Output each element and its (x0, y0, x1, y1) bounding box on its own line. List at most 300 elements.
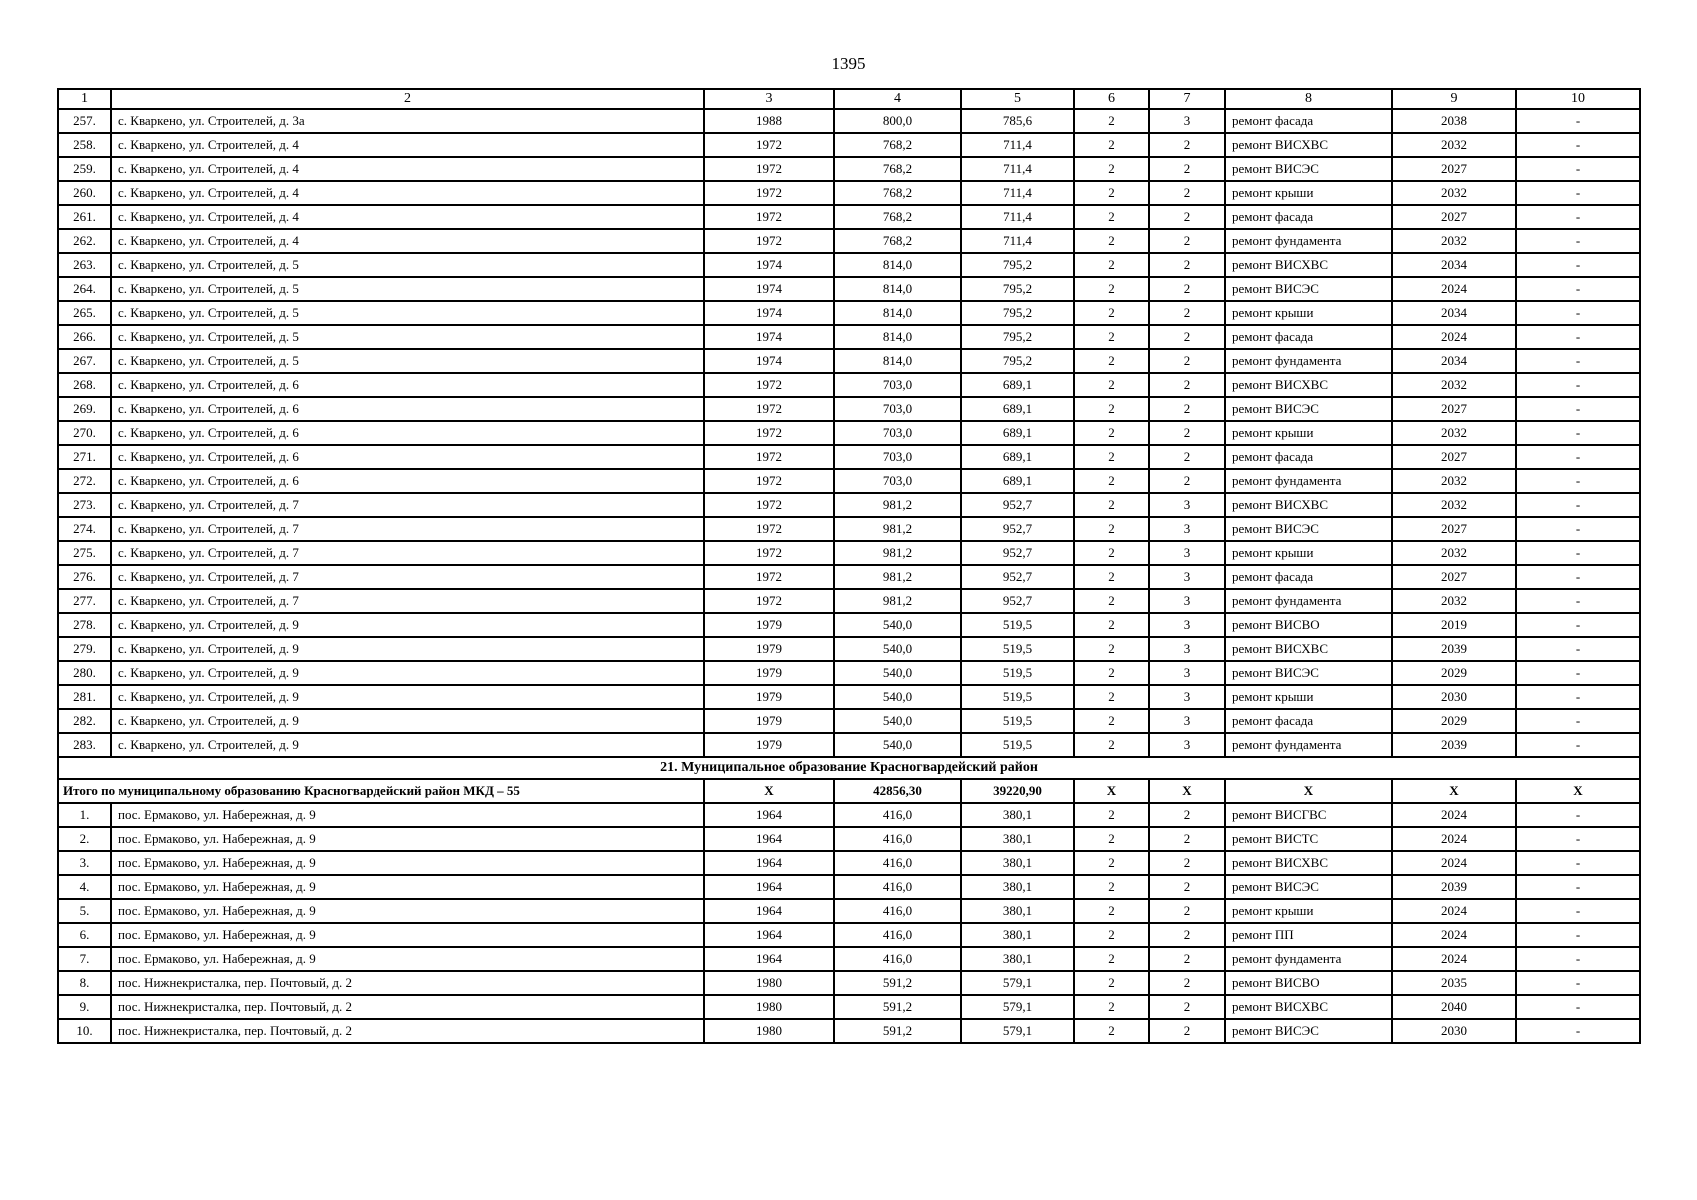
total-area-cell: 540,0 (834, 637, 961, 661)
year-built-cell: 1964 (704, 899, 834, 923)
note-cell: - (1516, 373, 1640, 397)
year-built-cell: 1980 (704, 1019, 834, 1043)
table-row (58, 349, 1640, 373)
row-number-cell: 271. (58, 445, 111, 469)
living-area-cell: 689,1 (961, 469, 1074, 493)
year-built-cell: 1972 (704, 589, 834, 613)
column-header-9: 9 (1392, 89, 1516, 109)
column-header-7: 7 (1149, 89, 1225, 109)
row-number-cell: 259. (58, 157, 111, 181)
planned-year-cell: 2035 (1392, 971, 1516, 995)
table-row (58, 709, 1640, 733)
living-area-cell: 519,5 (961, 685, 1074, 709)
row-number-cell: 274. (58, 517, 111, 541)
note-cell: - (1516, 709, 1640, 733)
total-area-cell: 768,2 (834, 181, 961, 205)
repair-type-cell: ремонт ВИСХВС (1225, 637, 1392, 661)
total-area-cell: 591,2 (834, 971, 961, 995)
row-number-cell: 277. (58, 589, 111, 613)
entrances-cell: 3 (1149, 109, 1225, 133)
repair-type-cell: ремонт ВИСХВС (1225, 851, 1392, 875)
row-number-cell: 261. (58, 205, 111, 229)
entrances-cell: 2 (1149, 205, 1225, 229)
floors-cell: 2 (1074, 325, 1149, 349)
year-built-cell: 1972 (704, 373, 834, 397)
planned-year-cell: 2024 (1392, 947, 1516, 971)
note-cell: - (1516, 971, 1640, 995)
repair-type-cell: ремонт фундамента (1225, 229, 1392, 253)
table-row (58, 1019, 1640, 1043)
planned-year-cell: 2032 (1392, 421, 1516, 445)
planned-year-cell: 2027 (1392, 565, 1516, 589)
address-cell: с. Кваркено, ул. Строителей, д. 5 (111, 253, 704, 277)
living-area-cell: 795,2 (961, 301, 1074, 325)
note-cell: - (1516, 349, 1640, 373)
total-area-cell: 981,2 (834, 565, 961, 589)
entrances-cell: 2 (1149, 875, 1225, 899)
address-cell: пос. Нижнекристалка, пер. Почтовый, д. 2 (111, 1019, 704, 1043)
floors-cell: 2 (1074, 589, 1149, 613)
address-cell: пос. Ермаково, ул. Набережная, д. 9 (111, 947, 704, 971)
total-area-cell: 703,0 (834, 469, 961, 493)
planned-year-cell: 2029 (1392, 661, 1516, 685)
planned-year-cell: 2030 (1392, 685, 1516, 709)
address-cell: с. Кваркено, ул. Строителей, д. 4 (111, 229, 704, 253)
living-area-cell: 380,1 (961, 923, 1074, 947)
repair-type-cell: ремонт ВИСЭС (1225, 517, 1392, 541)
total-area-cell: 540,0 (834, 613, 961, 637)
floors-cell: 2 (1074, 301, 1149, 325)
floors-cell: 2 (1074, 851, 1149, 875)
note-cell: - (1516, 875, 1640, 899)
entrances-cell: 2 (1149, 803, 1225, 827)
table-row (58, 373, 1640, 397)
floors-cell: 2 (1074, 493, 1149, 517)
year-built-cell: 1974 (704, 253, 834, 277)
entrances-cell: 3 (1149, 709, 1225, 733)
row-number-cell: 279. (58, 637, 111, 661)
table-row (58, 565, 1640, 589)
entrances-cell: 3 (1149, 565, 1225, 589)
total-value-cell: Х (1225, 779, 1392, 803)
entrances-cell: 2 (1149, 349, 1225, 373)
year-built-cell: 1979 (704, 661, 834, 685)
entrances-cell: 2 (1149, 157, 1225, 181)
planned-year-cell: 2034 (1392, 349, 1516, 373)
floors-cell: 2 (1074, 397, 1149, 421)
table-row (58, 637, 1640, 661)
address-cell: с. Кваркено, ул. Строителей, д. 7 (111, 517, 704, 541)
total-area-cell: 540,0 (834, 709, 961, 733)
address-cell: с. Кваркено, ул. Строителей, д. 9 (111, 733, 704, 757)
table-row (58, 995, 1640, 1019)
entrances-cell: 2 (1149, 397, 1225, 421)
floors-cell: 2 (1074, 253, 1149, 277)
floors-cell: 2 (1074, 205, 1149, 229)
floors-cell: 2 (1074, 947, 1149, 971)
total-area-cell: 981,2 (834, 517, 961, 541)
address-cell: пос. Нижнекристалка, пер. Почтовый, д. 2 (111, 995, 704, 1019)
floors-cell: 2 (1074, 421, 1149, 445)
planned-year-cell: 2027 (1392, 397, 1516, 421)
total-area-cell: 768,2 (834, 157, 961, 181)
address-cell: с. Кваркено, ул. Строителей, д. 3а (111, 109, 704, 133)
year-built-cell: 1974 (704, 325, 834, 349)
entrances-cell: 2 (1149, 947, 1225, 971)
row-number-cell: 283. (58, 733, 111, 757)
year-built-cell: 1964 (704, 947, 834, 971)
total-area-cell: 416,0 (834, 923, 961, 947)
table-row (58, 733, 1640, 757)
repair-type-cell: ремонт фундамента (1225, 589, 1392, 613)
planned-year-cell: 2039 (1392, 733, 1516, 757)
year-built-cell: 1972 (704, 181, 834, 205)
planned-year-cell: 2039 (1392, 637, 1516, 661)
table-row (58, 205, 1640, 229)
page-number: 1395 (831, 54, 866, 73)
total-area-cell: 540,0 (834, 685, 961, 709)
living-area-cell: 795,2 (961, 253, 1074, 277)
living-area-cell: 689,1 (961, 373, 1074, 397)
table-row (58, 469, 1640, 493)
total-area-cell: 981,2 (834, 493, 961, 517)
living-area-cell: 519,5 (961, 613, 1074, 637)
total-area-cell: 416,0 (834, 803, 961, 827)
total-area-cell: 814,0 (834, 253, 961, 277)
floors-cell: 2 (1074, 349, 1149, 373)
row-number-cell: 264. (58, 277, 111, 301)
planned-year-cell: 2034 (1392, 253, 1516, 277)
note-cell: - (1516, 157, 1640, 181)
row-number-cell: 10. (58, 1019, 111, 1043)
year-built-cell: 1972 (704, 469, 834, 493)
row-number-cell: 1. (58, 803, 111, 827)
table-row (58, 253, 1640, 277)
planned-year-cell: 2024 (1392, 923, 1516, 947)
total-value-cell: 39220,90 (961, 779, 1074, 803)
planned-year-cell: 2032 (1392, 133, 1516, 157)
note-cell: - (1516, 277, 1640, 301)
row-number-cell: 5. (58, 899, 111, 923)
note-cell: - (1516, 517, 1640, 541)
total-area-cell: 416,0 (834, 851, 961, 875)
row-number-cell: 273. (58, 493, 111, 517)
planned-year-cell: 2019 (1392, 613, 1516, 637)
address-cell: с. Кваркено, ул. Строителей, д. 7 (111, 589, 704, 613)
total-value-cell: Х (1074, 779, 1149, 803)
entrances-cell: 2 (1149, 253, 1225, 277)
row-number-cell: 8. (58, 971, 111, 995)
repair-type-cell: ремонт ВИСГВС (1225, 803, 1392, 827)
living-area-cell: 380,1 (961, 851, 1074, 875)
entrances-cell: 2 (1149, 899, 1225, 923)
planned-year-cell: 2027 (1392, 445, 1516, 469)
entrances-cell: 2 (1149, 827, 1225, 851)
row-number-cell: 278. (58, 613, 111, 637)
repair-type-cell: ремонт крыши (1225, 181, 1392, 205)
total-area-cell: 703,0 (834, 397, 961, 421)
floors-cell: 2 (1074, 541, 1149, 565)
row-number-cell: 262. (58, 229, 111, 253)
repair-type-cell: ремонт крыши (1225, 541, 1392, 565)
floors-cell: 2 (1074, 517, 1149, 541)
total-area-cell: 814,0 (834, 277, 961, 301)
column-header-5: 5 (961, 89, 1074, 109)
living-area-cell: 519,5 (961, 661, 1074, 685)
note-cell: - (1516, 205, 1640, 229)
total-area-cell: 814,0 (834, 301, 961, 325)
planned-year-cell: 2034 (1392, 301, 1516, 325)
note-cell: - (1516, 469, 1640, 493)
planned-year-cell: 2024 (1392, 851, 1516, 875)
column-header-8: 8 (1225, 89, 1392, 109)
floors-cell: 2 (1074, 875, 1149, 899)
table-row (58, 277, 1640, 301)
entrances-cell: 3 (1149, 661, 1225, 685)
living-area-cell: 711,4 (961, 229, 1074, 253)
table-row (58, 875, 1640, 899)
living-area-cell: 711,4 (961, 133, 1074, 157)
year-built-cell: 1972 (704, 157, 834, 181)
address-cell: с. Кваркено, ул. Строителей, д. 4 (111, 181, 704, 205)
total-area-cell: 800,0 (834, 109, 961, 133)
total-area-cell: 981,2 (834, 589, 961, 613)
note-cell: - (1516, 803, 1640, 827)
row-number-cell: 7. (58, 947, 111, 971)
living-area-cell: 952,7 (961, 565, 1074, 589)
floors-cell: 2 (1074, 899, 1149, 923)
repair-type-cell: ремонт ВИСХВС (1225, 253, 1392, 277)
address-cell: с. Кваркено, ул. Строителей, д. 5 (111, 325, 704, 349)
living-area-cell: 380,1 (961, 803, 1074, 827)
note-cell: - (1516, 1019, 1640, 1043)
table-row (58, 133, 1640, 157)
planned-year-cell: 2040 (1392, 995, 1516, 1019)
planned-year-cell: 2027 (1392, 517, 1516, 541)
address-cell: с. Кваркено, ул. Строителей, д. 5 (111, 349, 704, 373)
total-area-cell: 981,2 (834, 541, 961, 565)
note-cell: - (1516, 827, 1640, 851)
note-cell: - (1516, 253, 1640, 277)
repair-type-cell: ремонт фундамента (1225, 947, 1392, 971)
table-row (58, 181, 1640, 205)
address-cell: с. Кваркено, ул. Строителей, д. 4 (111, 133, 704, 157)
row-number-cell: 266. (58, 325, 111, 349)
row-number-cell: 275. (58, 541, 111, 565)
row-number-cell: 268. (58, 373, 111, 397)
address-cell: с. Кваркено, ул. Строителей, д. 6 (111, 421, 704, 445)
note-cell: - (1516, 229, 1640, 253)
planned-year-cell: 2032 (1392, 373, 1516, 397)
repair-type-cell: ремонт ВИСВО (1225, 971, 1392, 995)
living-area-cell: 579,1 (961, 971, 1074, 995)
note-cell: - (1516, 181, 1640, 205)
note-cell: - (1516, 421, 1640, 445)
total-label: Итого по муниципальному образованию Красногвардейский район МКД – 55 (58, 779, 704, 803)
table-row (58, 397, 1640, 421)
entrances-cell: 2 (1149, 421, 1225, 445)
row-number-cell: 265. (58, 301, 111, 325)
floors-cell: 2 (1074, 565, 1149, 589)
floors-cell: 2 (1074, 637, 1149, 661)
table-row (58, 923, 1640, 947)
year-built-cell: 1964 (704, 851, 834, 875)
repair-type-cell: ремонт ВИСТС (1225, 827, 1392, 851)
planned-year-cell: 2029 (1392, 709, 1516, 733)
row-number-cell: 4. (58, 875, 111, 899)
note-cell: - (1516, 493, 1640, 517)
living-area-cell: 689,1 (961, 397, 1074, 421)
note-cell: - (1516, 589, 1640, 613)
row-number-cell: 272. (58, 469, 111, 493)
table-row (58, 493, 1640, 517)
planned-year-cell: 2024 (1392, 827, 1516, 851)
entrances-cell: 2 (1149, 469, 1225, 493)
entrances-cell: 3 (1149, 541, 1225, 565)
total-area-cell: 703,0 (834, 445, 961, 469)
address-cell: с. Кваркено, ул. Строителей, д. 5 (111, 277, 704, 301)
address-cell: пос. Ермаково, ул. Набережная, д. 9 (111, 851, 704, 875)
repair-type-cell: ремонт фундамента (1225, 349, 1392, 373)
floors-cell: 2 (1074, 109, 1149, 133)
living-area-cell: 952,7 (961, 589, 1074, 613)
year-built-cell: 1964 (704, 803, 834, 827)
total-area-cell: 416,0 (834, 875, 961, 899)
total-area-cell: 768,2 (834, 133, 961, 157)
note-cell: - (1516, 923, 1640, 947)
year-built-cell: 1972 (704, 229, 834, 253)
planned-year-cell: 2024 (1392, 899, 1516, 923)
year-built-cell: 1972 (704, 421, 834, 445)
column-header-6: 6 (1074, 89, 1149, 109)
total-area-cell: 591,2 (834, 995, 961, 1019)
note-cell: - (1516, 995, 1640, 1019)
total-area-cell: 814,0 (834, 325, 961, 349)
entrances-cell: 2 (1149, 445, 1225, 469)
entrances-cell: 2 (1149, 301, 1225, 325)
repair-type-cell: ремонт ВИСЭС (1225, 157, 1392, 181)
year-built-cell: 1972 (704, 541, 834, 565)
note-cell: - (1516, 899, 1640, 923)
repair-type-cell: ремонт ВИСВО (1225, 613, 1392, 637)
table-row (58, 851, 1640, 875)
living-area-cell: 795,2 (961, 349, 1074, 373)
repair-type-cell: ремонт фундамента (1225, 469, 1392, 493)
table-row (58, 157, 1640, 181)
table-row (58, 229, 1640, 253)
note-cell: - (1516, 661, 1640, 685)
address-cell: с. Кваркено, ул. Строителей, д. 4 (111, 205, 704, 229)
address-cell: с. Кваркено, ул. Строителей, д. 7 (111, 565, 704, 589)
floors-cell: 2 (1074, 661, 1149, 685)
total-area-cell: 768,2 (834, 205, 961, 229)
total-value-cell: Х (1392, 779, 1516, 803)
living-area-cell: 952,7 (961, 517, 1074, 541)
repair-type-cell: ремонт фасада (1225, 565, 1392, 589)
note-cell: - (1516, 445, 1640, 469)
year-built-cell: 1972 (704, 493, 834, 517)
table-header-row (58, 89, 1640, 109)
year-built-cell: 1974 (704, 349, 834, 373)
note-cell: - (1516, 133, 1640, 157)
note-cell: - (1516, 301, 1640, 325)
row-number-cell: 260. (58, 181, 111, 205)
row-number-cell: 257. (58, 109, 111, 133)
living-area-cell: 380,1 (961, 899, 1074, 923)
year-built-cell: 1979 (704, 733, 834, 757)
living-area-cell: 519,5 (961, 637, 1074, 661)
row-number-cell: 2. (58, 827, 111, 851)
row-number-cell: 258. (58, 133, 111, 157)
repair-type-cell: ремонт фасада (1225, 325, 1392, 349)
row-number-cell: 280. (58, 661, 111, 685)
repair-type-cell: ремонт фасада (1225, 109, 1392, 133)
table-row (58, 685, 1640, 709)
floors-cell: 2 (1074, 277, 1149, 301)
address-cell: с. Кваркено, ул. Строителей, д. 7 (111, 541, 704, 565)
living-area-cell: 579,1 (961, 1019, 1074, 1043)
note-cell: - (1516, 947, 1640, 971)
planned-year-cell: 2024 (1392, 277, 1516, 301)
entrances-cell: 2 (1149, 373, 1225, 397)
table-row (58, 421, 1640, 445)
row-number-cell: 3. (58, 851, 111, 875)
living-area-cell: 711,4 (961, 157, 1074, 181)
note-cell: - (1516, 733, 1640, 757)
address-cell: пос. Ермаково, ул. Набережная, д. 9 (111, 923, 704, 947)
repair-type-cell: ремонт ВИСХВС (1225, 995, 1392, 1019)
address-cell: пос. Ермаково, ул. Набережная, д. 9 (111, 899, 704, 923)
living-area-cell: 711,4 (961, 181, 1074, 205)
floors-cell: 2 (1074, 733, 1149, 757)
year-built-cell: 1979 (704, 637, 834, 661)
floors-cell: 2 (1074, 803, 1149, 827)
repair-type-cell: ремонт крыши (1225, 685, 1392, 709)
note-cell: - (1516, 637, 1640, 661)
table-row (58, 325, 1640, 349)
total-area-cell: 703,0 (834, 421, 961, 445)
living-area-cell: 519,5 (961, 733, 1074, 757)
table-row (58, 301, 1640, 325)
section-title: 21. Муниципальное образование Красногвардейский район (58, 757, 1640, 779)
table-row (58, 899, 1640, 923)
note-cell: - (1516, 397, 1640, 421)
table-row (58, 803, 1640, 827)
repair-type-cell: ремонт фасада (1225, 709, 1392, 733)
entrances-cell: 2 (1149, 971, 1225, 995)
total-area-cell: 703,0 (834, 373, 961, 397)
entrances-cell: 3 (1149, 637, 1225, 661)
table-row (58, 445, 1640, 469)
repair-type-cell: ремонт ВИСЭС (1225, 397, 1392, 421)
repair-type-cell: ремонт ВИСХВС (1225, 373, 1392, 397)
entrances-cell: 2 (1149, 229, 1225, 253)
address-cell: с. Кваркено, ул. Строителей, д. 9 (111, 613, 704, 637)
living-area-cell: 795,2 (961, 277, 1074, 301)
address-cell: с. Кваркено, ул. Строителей, д. 9 (111, 685, 704, 709)
address-cell: с. Кваркено, ул. Строителей, д. 6 (111, 469, 704, 493)
year-built-cell: 1972 (704, 565, 834, 589)
living-area-cell: 380,1 (961, 875, 1074, 899)
repair-type-cell: ремонт ВИСЭС (1225, 1019, 1392, 1043)
year-built-cell: 1964 (704, 827, 834, 851)
planned-year-cell: 2032 (1392, 541, 1516, 565)
column-header-3: 3 (704, 89, 834, 109)
address-cell: с. Кваркено, ул. Строителей, д. 6 (111, 445, 704, 469)
total-area-cell: 416,0 (834, 899, 961, 923)
year-built-cell: 1964 (704, 923, 834, 947)
floors-cell: 2 (1074, 613, 1149, 637)
